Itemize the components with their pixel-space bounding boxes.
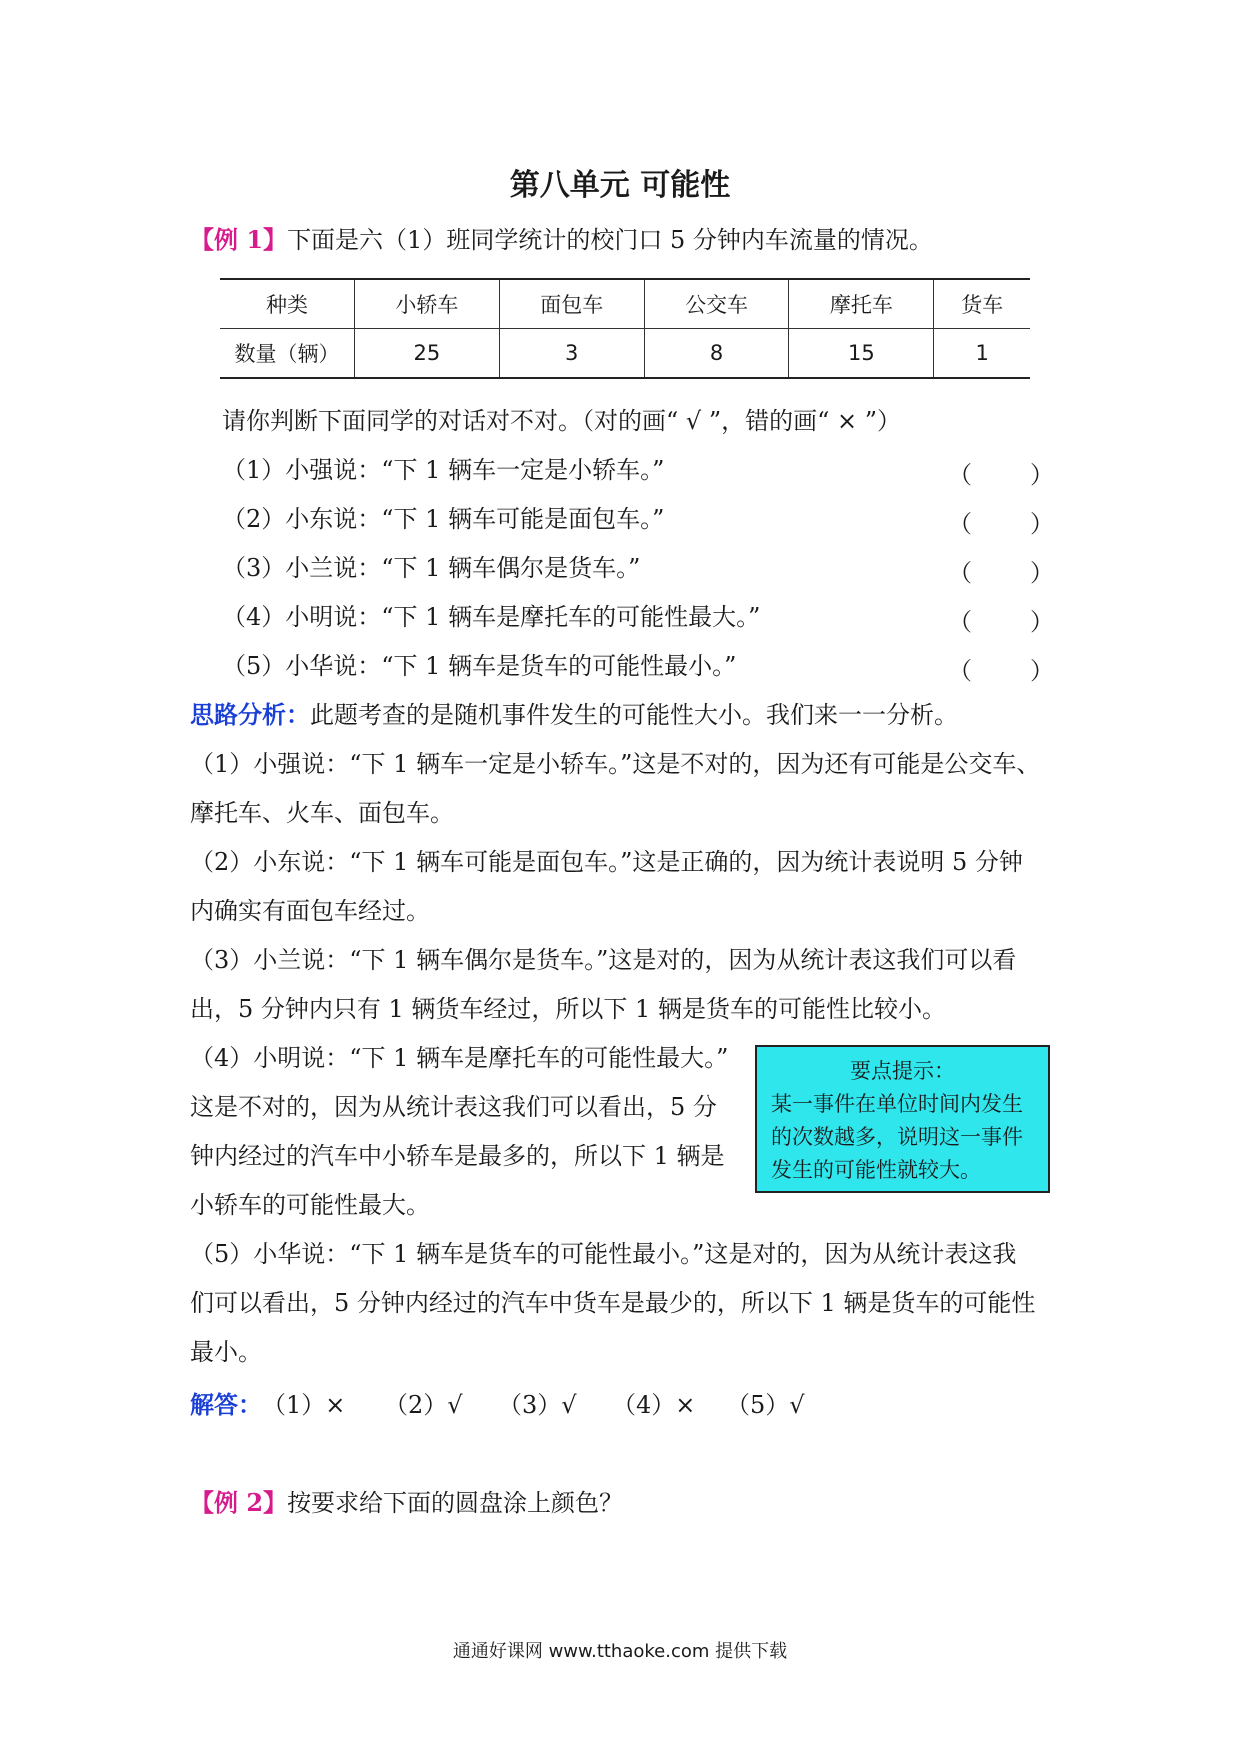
- table-cell: 15: [789, 329, 934, 379]
- judgment-item-2: （2）小东说：“下 1 辆车可能是面包车。”: [222, 505, 665, 533]
- analysis-line: 最小。: [190, 1338, 262, 1366]
- analysis-line: （4）小明说：“下 1 辆车是摩托车的可能性最大。”: [190, 1044, 729, 1072]
- analysis-line: （2）小东说：“下 1 辆车可能是面包车。”这是正确的，因为统计表说明 5 分钟: [190, 848, 1023, 876]
- analysis-intro: 此题考查的是随机事件发生的可能性大小。我们来一一分析。: [310, 701, 958, 729]
- tip-line: 发生的可能性就较大。: [771, 1158, 981, 1182]
- answer-paren-open: （: [948, 608, 972, 636]
- answer-item: （3）√: [498, 1391, 577, 1419]
- tip-line: 某一事件在单位时间内发生: [771, 1092, 1023, 1116]
- table-cell: 8: [644, 329, 789, 379]
- analysis-line: 钟内经过的汽车中小轿车是最多的，所以下 1 辆是: [190, 1142, 725, 1170]
- answer-item: （2）√: [384, 1391, 463, 1419]
- example1-heading: [190, 225, 933, 255]
- table-header-cell: 公交车: [644, 279, 789, 329]
- answer-paren-close: ）: [1030, 559, 1054, 587]
- analysis-line: 小轿车的可能性最大。: [190, 1191, 430, 1219]
- answer-row: [190, 1390, 262, 1420]
- analysis-line: 这是不对的，因为从统计表这我们可以看出，5 分: [190, 1093, 717, 1121]
- answer-paren-open: （: [948, 461, 972, 489]
- tip-title: 要点提示：: [850, 1059, 955, 1083]
- answer-item: （4）×: [612, 1391, 696, 1419]
- answer-paren-close: ）: [1030, 510, 1054, 538]
- analysis-line: 内确实有面包车经过。: [190, 897, 430, 925]
- page-title: 第八单元 可能性: [509, 168, 731, 203]
- analysis-line: 出，5 分钟内只有 1 辆货车经过，所以下 1 辆是货车的可能性比较小。: [190, 995, 946, 1023]
- tip-box: [755, 1045, 1050, 1193]
- answer-paren-close: ）: [1030, 657, 1054, 685]
- analysis-line: 们可以看出，5 分钟内经过的汽车中货车是最少的，所以下 1 辆是货车的可能性: [190, 1289, 1036, 1317]
- analysis-line: （5）小华说：“下 1 辆车是货车的可能性最小。”这是对的，因为从统计表这我: [190, 1240, 1017, 1268]
- table-header-cell: 摩托车: [789, 279, 934, 329]
- answer-paren-open: （: [948, 559, 972, 587]
- table-cell: 数量（辆）: [220, 329, 355, 379]
- example1-tag: 【例 1】: [190, 225, 288, 254]
- answer-item: （1）×: [262, 1391, 346, 1419]
- answer-paren-open: （: [948, 510, 972, 538]
- judgment-item-4: （4）小明说：“下 1 辆车是摩托车的可能性最大。”: [222, 603, 761, 631]
- table-row: [220, 329, 1030, 379]
- example2-tag: 【例 2】: [190, 1488, 288, 1517]
- table-header-cell: 小轿车: [355, 279, 500, 329]
- answer-paren-open: （: [948, 657, 972, 685]
- table-cell: 25: [355, 329, 500, 379]
- answer-paren-close: ）: [1030, 461, 1054, 489]
- tip-line: 的次数越多，说明这一事件: [771, 1125, 1023, 1149]
- page-footer: 通通好课网 www.tthaoke.com 提供下载: [452, 1641, 788, 1662]
- analysis-line: 摩托车、火车、面包车。: [190, 799, 454, 827]
- analysis-line: （1）小强说：“下 1 辆车一定是小轿车。”这是不对的，因为还有可能是公交车、: [190, 750, 1041, 778]
- table-cell: 1: [934, 329, 1030, 379]
- judgment-item-1: （1）小强说：“下 1 辆车一定是小轿车。”: [222, 456, 665, 484]
- example2-text: 按要求给下面的圆盘涂上颜色？: [287, 1489, 624, 1517]
- answer-paren-close: ）: [1030, 608, 1054, 636]
- example2-heading: [190, 1488, 623, 1518]
- table-cell: 3: [499, 329, 644, 379]
- table-header-cell: 货车: [934, 279, 1030, 329]
- traffic-table: [220, 278, 1030, 379]
- example1-intro: 下面是六（1）班同学统计的校门口 5 分钟内车流量的情况。: [287, 226, 933, 254]
- analysis-heading: [190, 700, 958, 730]
- analysis-label: 思路分析：: [190, 700, 310, 729]
- table-header-row: [220, 279, 1030, 329]
- answer-item: （5）√: [726, 1391, 805, 1419]
- answer-label: 解答：: [190, 1390, 262, 1419]
- analysis-line: （3）小兰说：“下 1 辆车偶尔是货车。”这是对的，因为从统计表这我们可以看: [190, 946, 1017, 974]
- instruction: 请你判断下面同学的对话对不对。（对的画“ √ ”，错的画“ × ”）: [222, 407, 901, 435]
- table-header-cell: 面包车: [499, 279, 644, 329]
- judgment-item-3: （3）小兰说：“下 1 辆车偶尔是货车。”: [222, 554, 641, 582]
- table-header-cell: 种类: [220, 279, 355, 329]
- judgment-item-5: （5）小华说：“下 1 辆车是货车的可能性最小。”: [222, 652, 737, 680]
